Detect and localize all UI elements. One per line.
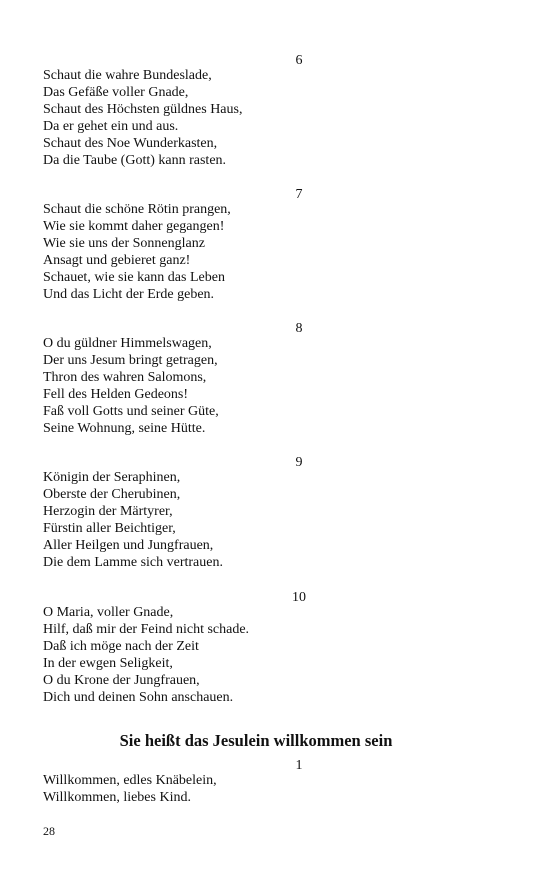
verse-line: Das Gefäße voller Gnade, [43,84,189,100]
verse-line: Fell des Helden Gedeons! [43,386,189,402]
stanza-number: 7 [295,187,303,202]
stanza-lines [43,68,242,169]
stanza-number: 10 [292,590,306,605]
verse-line: Herzogin der Märtyrer, [43,503,173,519]
stanza-number: 9 [295,455,303,470]
verse-line: Hilf, daß mir der Feind nicht schade. [43,621,250,637]
verse-line: Da die Taube (Gott) kann rasten. [43,152,227,168]
verse-line: Faß voll Gotts und seiner Güte, [43,403,219,419]
verse-line: Willkommen, liebes Kind. [43,789,191,805]
stanza-number: 1 [295,758,303,773]
verse-line: Königin der Seraphinen, [43,470,181,485]
verse-line: Schaut die wahre Bundeslade, [43,68,212,83]
verse-line: Willkommen, edles Knäbelein, [43,773,217,788]
song-title: Sie heißt das Jesulein willkommen sein [119,731,393,750]
verse-line: Der uns Jesum bringt getragen, [43,352,218,368]
verse-line: O du Krone der Jungfrauen, [43,672,200,688]
verse-line: Wie sie uns der Sonnenglanz [43,235,205,251]
stanza-lines [43,605,249,706]
verse-line: Daß ich möge nach der Zeit [43,638,199,654]
verse-line: Da er gehet ein und aus. [43,118,179,134]
verse-line: Ansagt und gebieret ganz! [43,252,191,268]
stanza-lines [43,336,219,437]
verse-line: Aller Heilgen und Jungfrauen, [43,537,214,553]
verse-line: Schaut die schöne Rötin prangen, [43,202,231,217]
verse-line: Schaut des Noe Wunderkasten, [43,135,218,151]
verse-line: O Maria, voller Gnade, [43,605,174,620]
verse-line: In der ewgen Seligkeit, [43,655,173,671]
verse-line: Fürstin aller Beichtiger, [43,520,176,536]
stanza-lines [43,470,223,571]
stanza-lines [43,202,231,303]
stanza-number: 8 [295,321,303,336]
verse-line: Schauet, wie sie kann das Leben [43,269,225,285]
verse-line: Wie sie kommt daher gegangen! [43,218,225,234]
stanza-lines [43,773,217,807]
verse-line: Oberste der Cherubinen, [43,486,181,502]
verse-line: Die dem Lamme sich vertrauen. [43,554,223,570]
page-number: 28 [43,824,55,838]
verse-line: Schaut des Höchsten güldnes Haus, [43,101,243,117]
verse-line: Und das Licht der Erde geben. [43,286,215,302]
stanza-number: 6 [295,53,303,68]
verse-line: Seine Wohnung, seine Hütte. [43,420,206,436]
verse-line: Thron des wahren Salomons, [43,369,207,385]
verse-line: O du güldner Himmelswagen, [43,336,212,351]
verse-line: Dich und deinen Sohn anschauen. [43,689,234,705]
